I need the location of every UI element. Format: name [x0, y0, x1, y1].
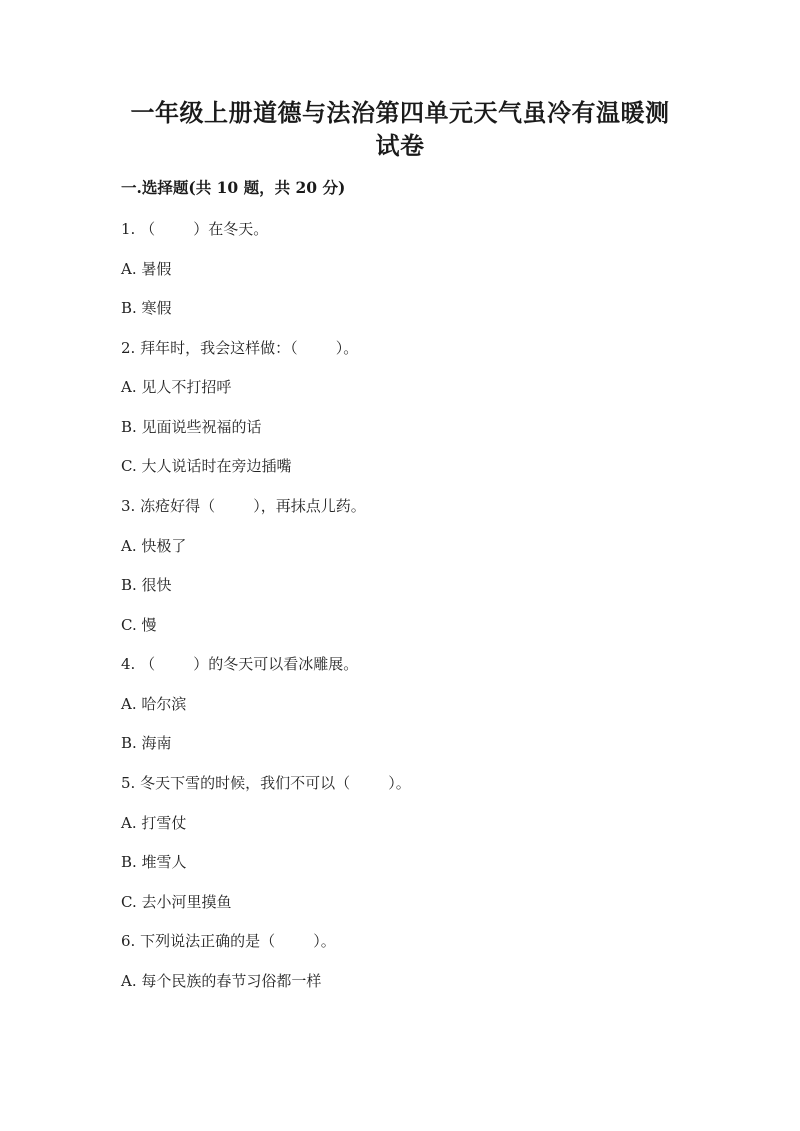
section-heading: 一.选择题(共 10 题，共 20 分): [121, 178, 346, 197]
question-1-stem: 1. （ ）在冬天。: [121, 220, 269, 238]
question-3-option-b: B. 很快: [121, 576, 172, 594]
question-1-option-b: B. 寒假: [121, 299, 172, 317]
question-5-stem: 5. 冬天下雪的时候，我们不可以（ ）。: [121, 774, 411, 792]
question-3-option-c: C. 慢: [121, 616, 157, 634]
question-4-option-a: A. 哈尔滨: [121, 695, 187, 713]
question-6-stem: 6. 下列说法正确的是（ ）。: [121, 932, 336, 950]
question-5-option-b: B. 堆雪人: [121, 853, 187, 871]
question-3-stem: 3. 冻疮好得（ ），再抹点儿药。: [121, 497, 366, 515]
page-title-line-2: 试卷: [375, 131, 425, 160]
question-2-option-a: A. 见人不打招呼: [121, 378, 232, 396]
question-5-option-c: C. 去小河里摸鱼: [121, 893, 232, 911]
question-5-option-a: A. 打雪仗: [121, 814, 187, 832]
page-title-line-1: 一年级上册道德与法治第四单元天气虽冷有温暖测: [130, 98, 670, 127]
question-1-option-a: A. 暑假: [121, 260, 172, 278]
question-4-option-b: B. 海南: [121, 734, 172, 752]
question-2-option-b: B. 见面说些祝福的话: [121, 418, 262, 436]
question-6-option-a: A. 每个民族的春节习俗都一样: [121, 972, 322, 990]
question-4-stem: 4. （ ）的冬天可以看冰雕展。: [121, 655, 359, 673]
question-2-stem: 2. 拜年时，我会这样做：（ ）。: [121, 339, 359, 357]
question-2-option-c: C. 大人说话时在旁边插嘴: [121, 457, 292, 475]
question-3-option-a: A. 快极了: [121, 537, 187, 555]
